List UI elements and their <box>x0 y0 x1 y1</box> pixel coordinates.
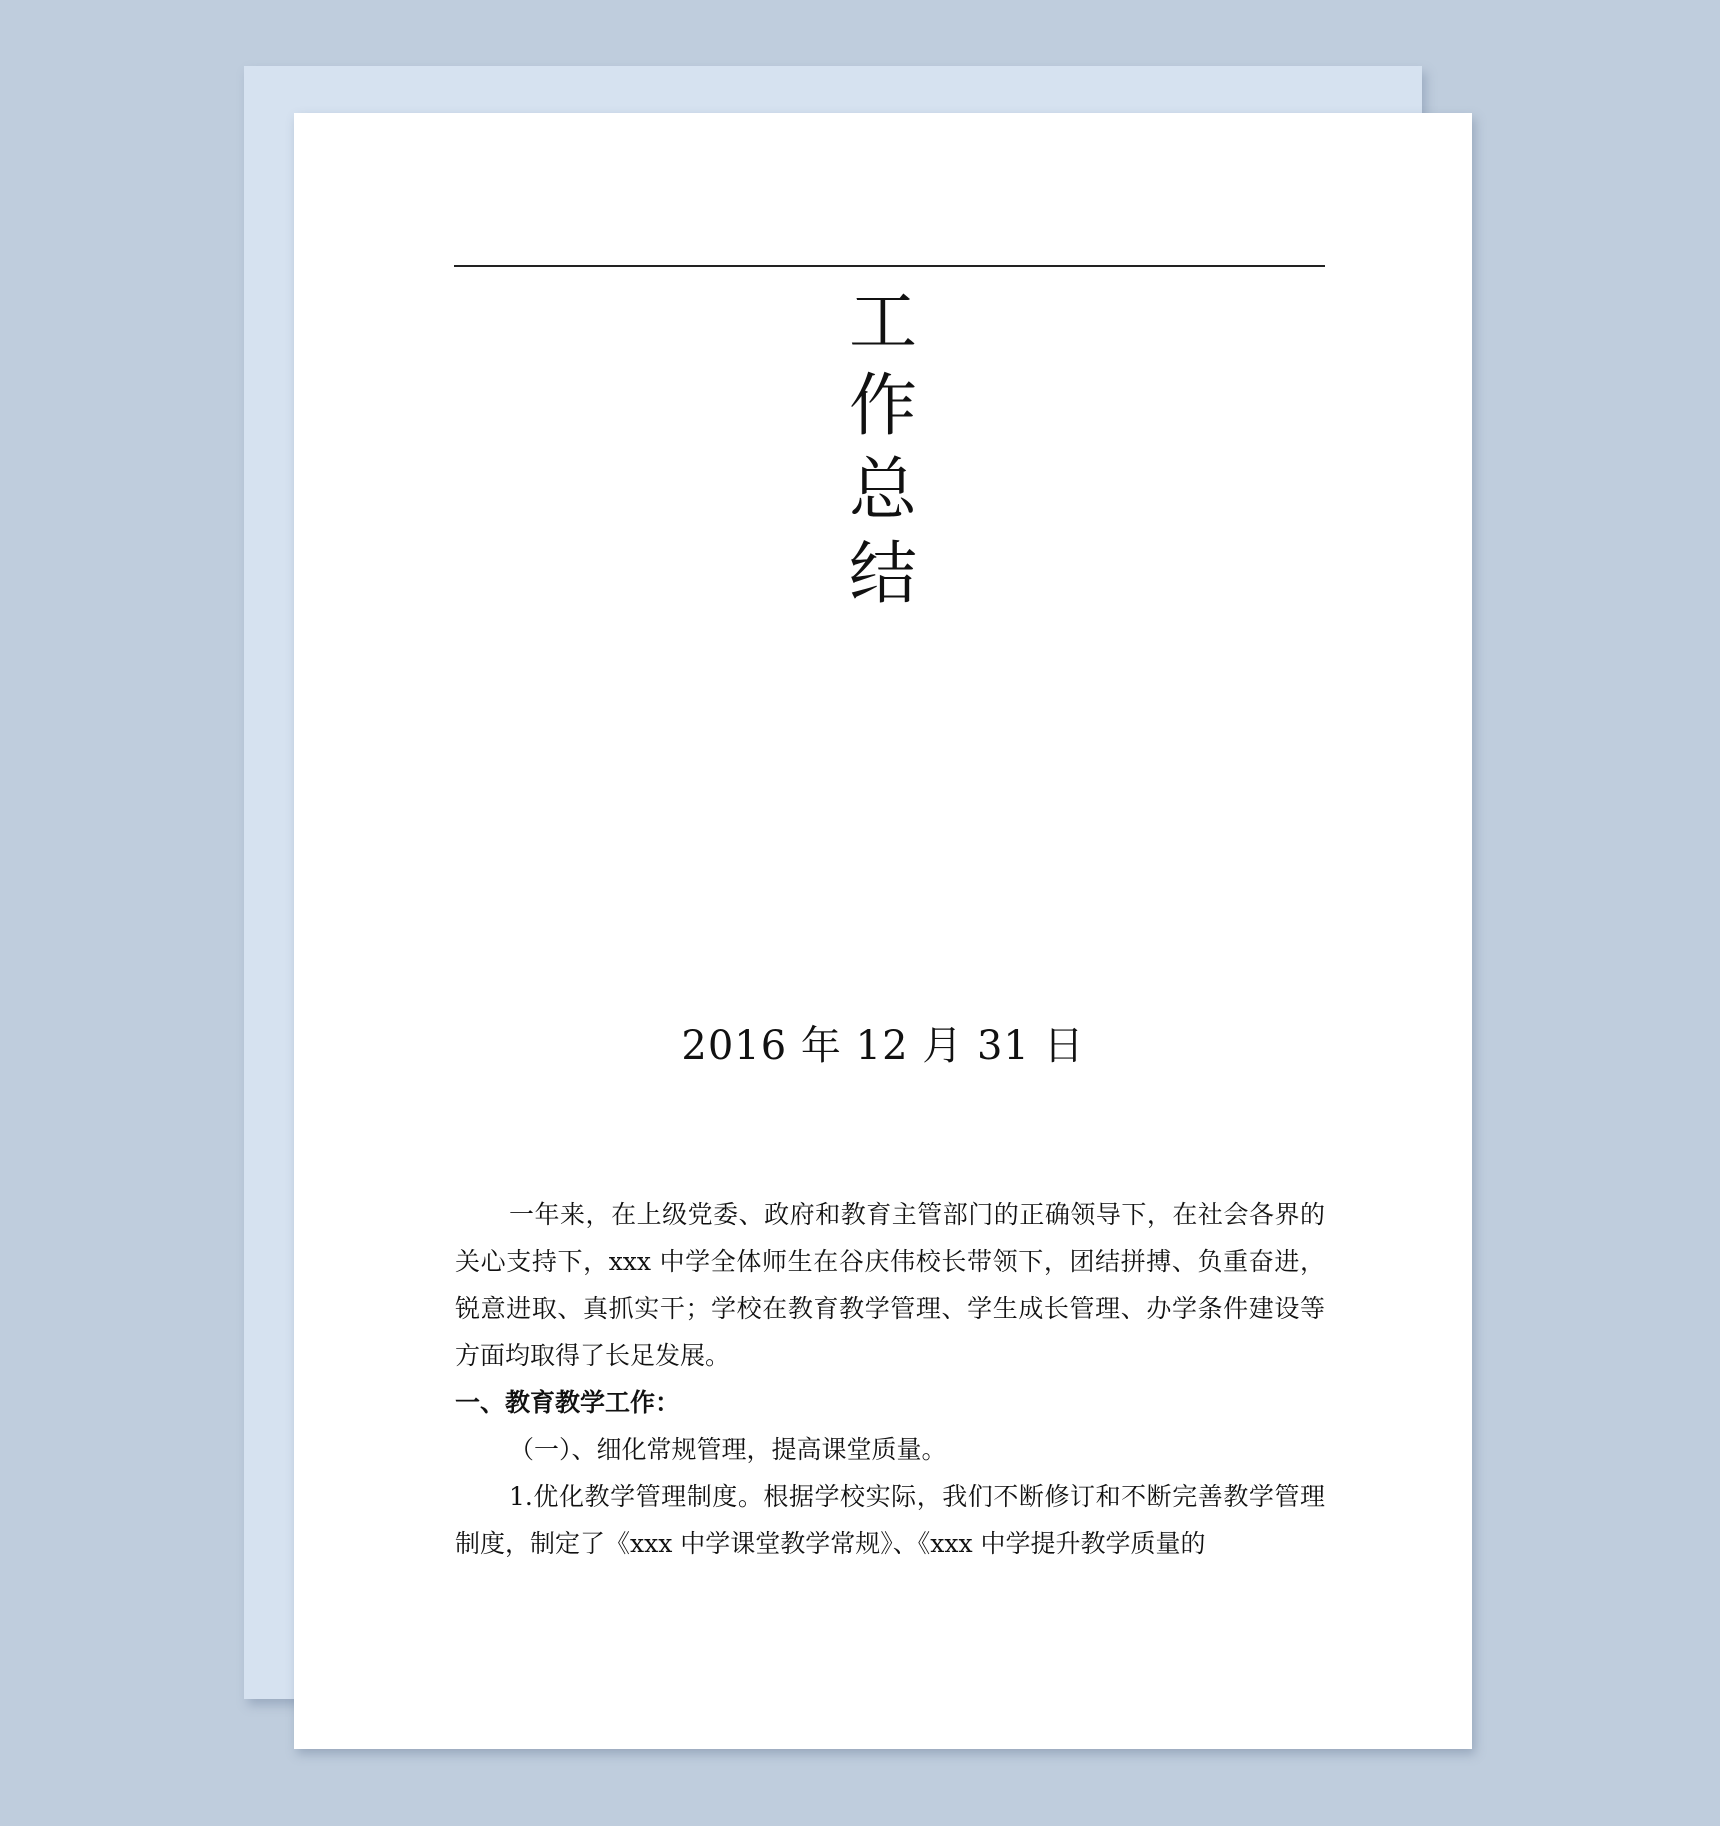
header-divider <box>454 265 1325 267</box>
subsection-heading: （一）、细化常规管理，提高课堂质量。 <box>509 1435 947 1464</box>
document-date: 2016 年 12 月 31 日 <box>681 1023 1085 1069</box>
title-char: 工 <box>848 283 917 362</box>
title-char: 作 <box>848 367 917 446</box>
intro-paragraph: 一年来，在上级党委、政府和教育主管部门的正确领导下，在社会各界的关心支持下，xxx 中学全体师生在谷庆伟校长带领下，团结拼搏、负重奋进，锐意进取、真抓实干；学校在教育教学管理、学生成长管理、办学条件建设等方面均取得了长足发展。 <box>455 1200 1325 1370</box>
section-heading: 一、教育教学工作： <box>455 1388 681 1417</box>
document-page <box>294 113 1472 1749</box>
title-char: 结 <box>848 535 917 614</box>
item-paragraph: 1.优化教学管理制度。根据学校实际，我们不断修订和不断完善教学管理制度，制定了《xxx 中学课堂教学常规》、《xxx 中学提升教学质量的 <box>455 1482 1325 1558</box>
title-char: 总 <box>848 451 917 530</box>
document-title <box>294 281 1472 617</box>
document-body <box>455 1191 1325 1567</box>
